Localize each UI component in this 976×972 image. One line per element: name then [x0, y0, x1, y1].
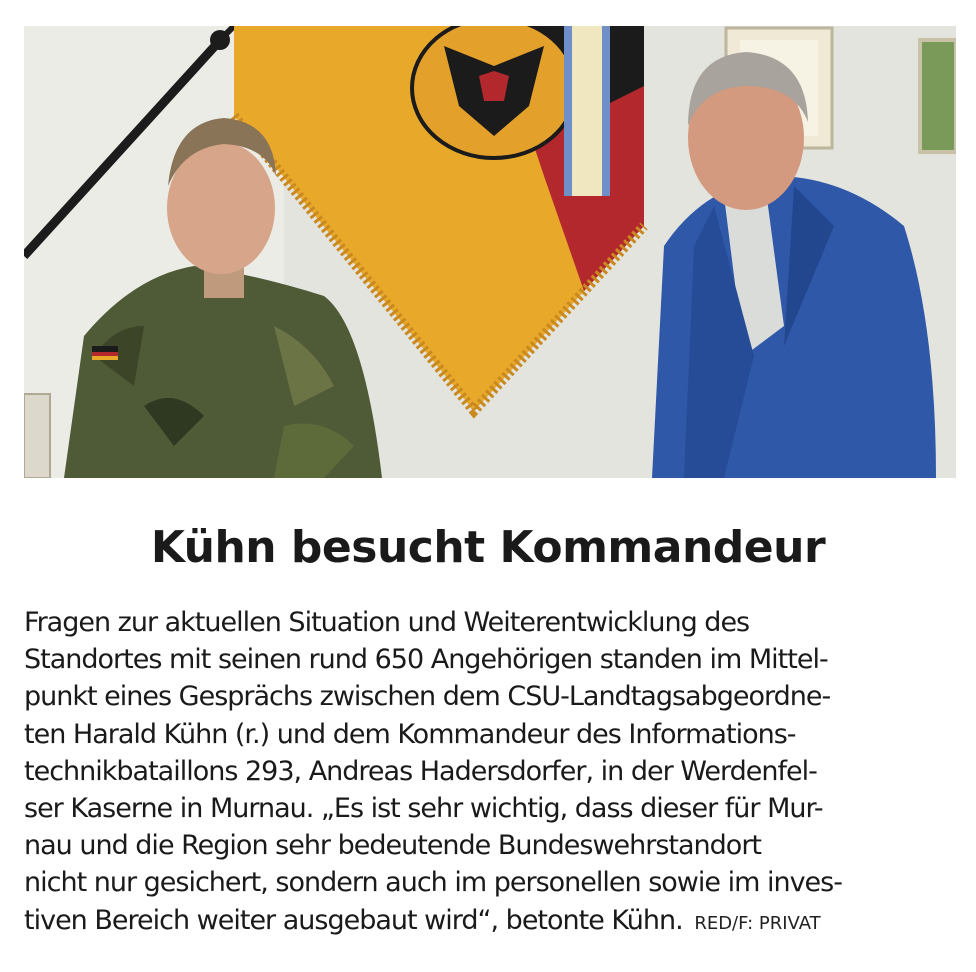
body-line: ten Harald Kühn (r.) und dem Kommandeur des Informations-	[24, 718, 796, 750]
body-line: ser Kaserne in Murnau. „Es ist sehr wichtig, dass dieser für Mur-	[24, 793, 823, 825]
article-body	[24, 604, 964, 942]
body-line-last	[24, 902, 964, 942]
body-line: technikbataillons 293, Andreas Hadersdorfer, in der Werdenfel-	[24, 755, 817, 787]
body-line-text: tiven Bereich weiter ausgebaut wird“, betonte Kühn.	[24, 904, 683, 936]
body-line: nicht nur gesichert, sondern auch im personellen sowie im inves-	[24, 867, 842, 899]
body-line: Standortes mit seinen rund 650 Angehörigen standen im Mittel-	[24, 644, 828, 676]
photo-illustration	[24, 26, 956, 478]
body-line: nau und die Region sehr bedeutende Bundeswehrstandort	[24, 830, 762, 862]
body-line: punkt eines Gesprächs zwischen dem CSU-Landtagsabgeordne-	[24, 681, 831, 713]
body-line: Fragen zur aktuellen Situation und Weiterentwicklung des	[24, 607, 750, 638]
article-photo	[24, 26, 956, 478]
photo-credit: RED/F: PRIVAT	[694, 912, 821, 934]
headline: Kühn besucht Kommandeur	[150, 522, 826, 573]
